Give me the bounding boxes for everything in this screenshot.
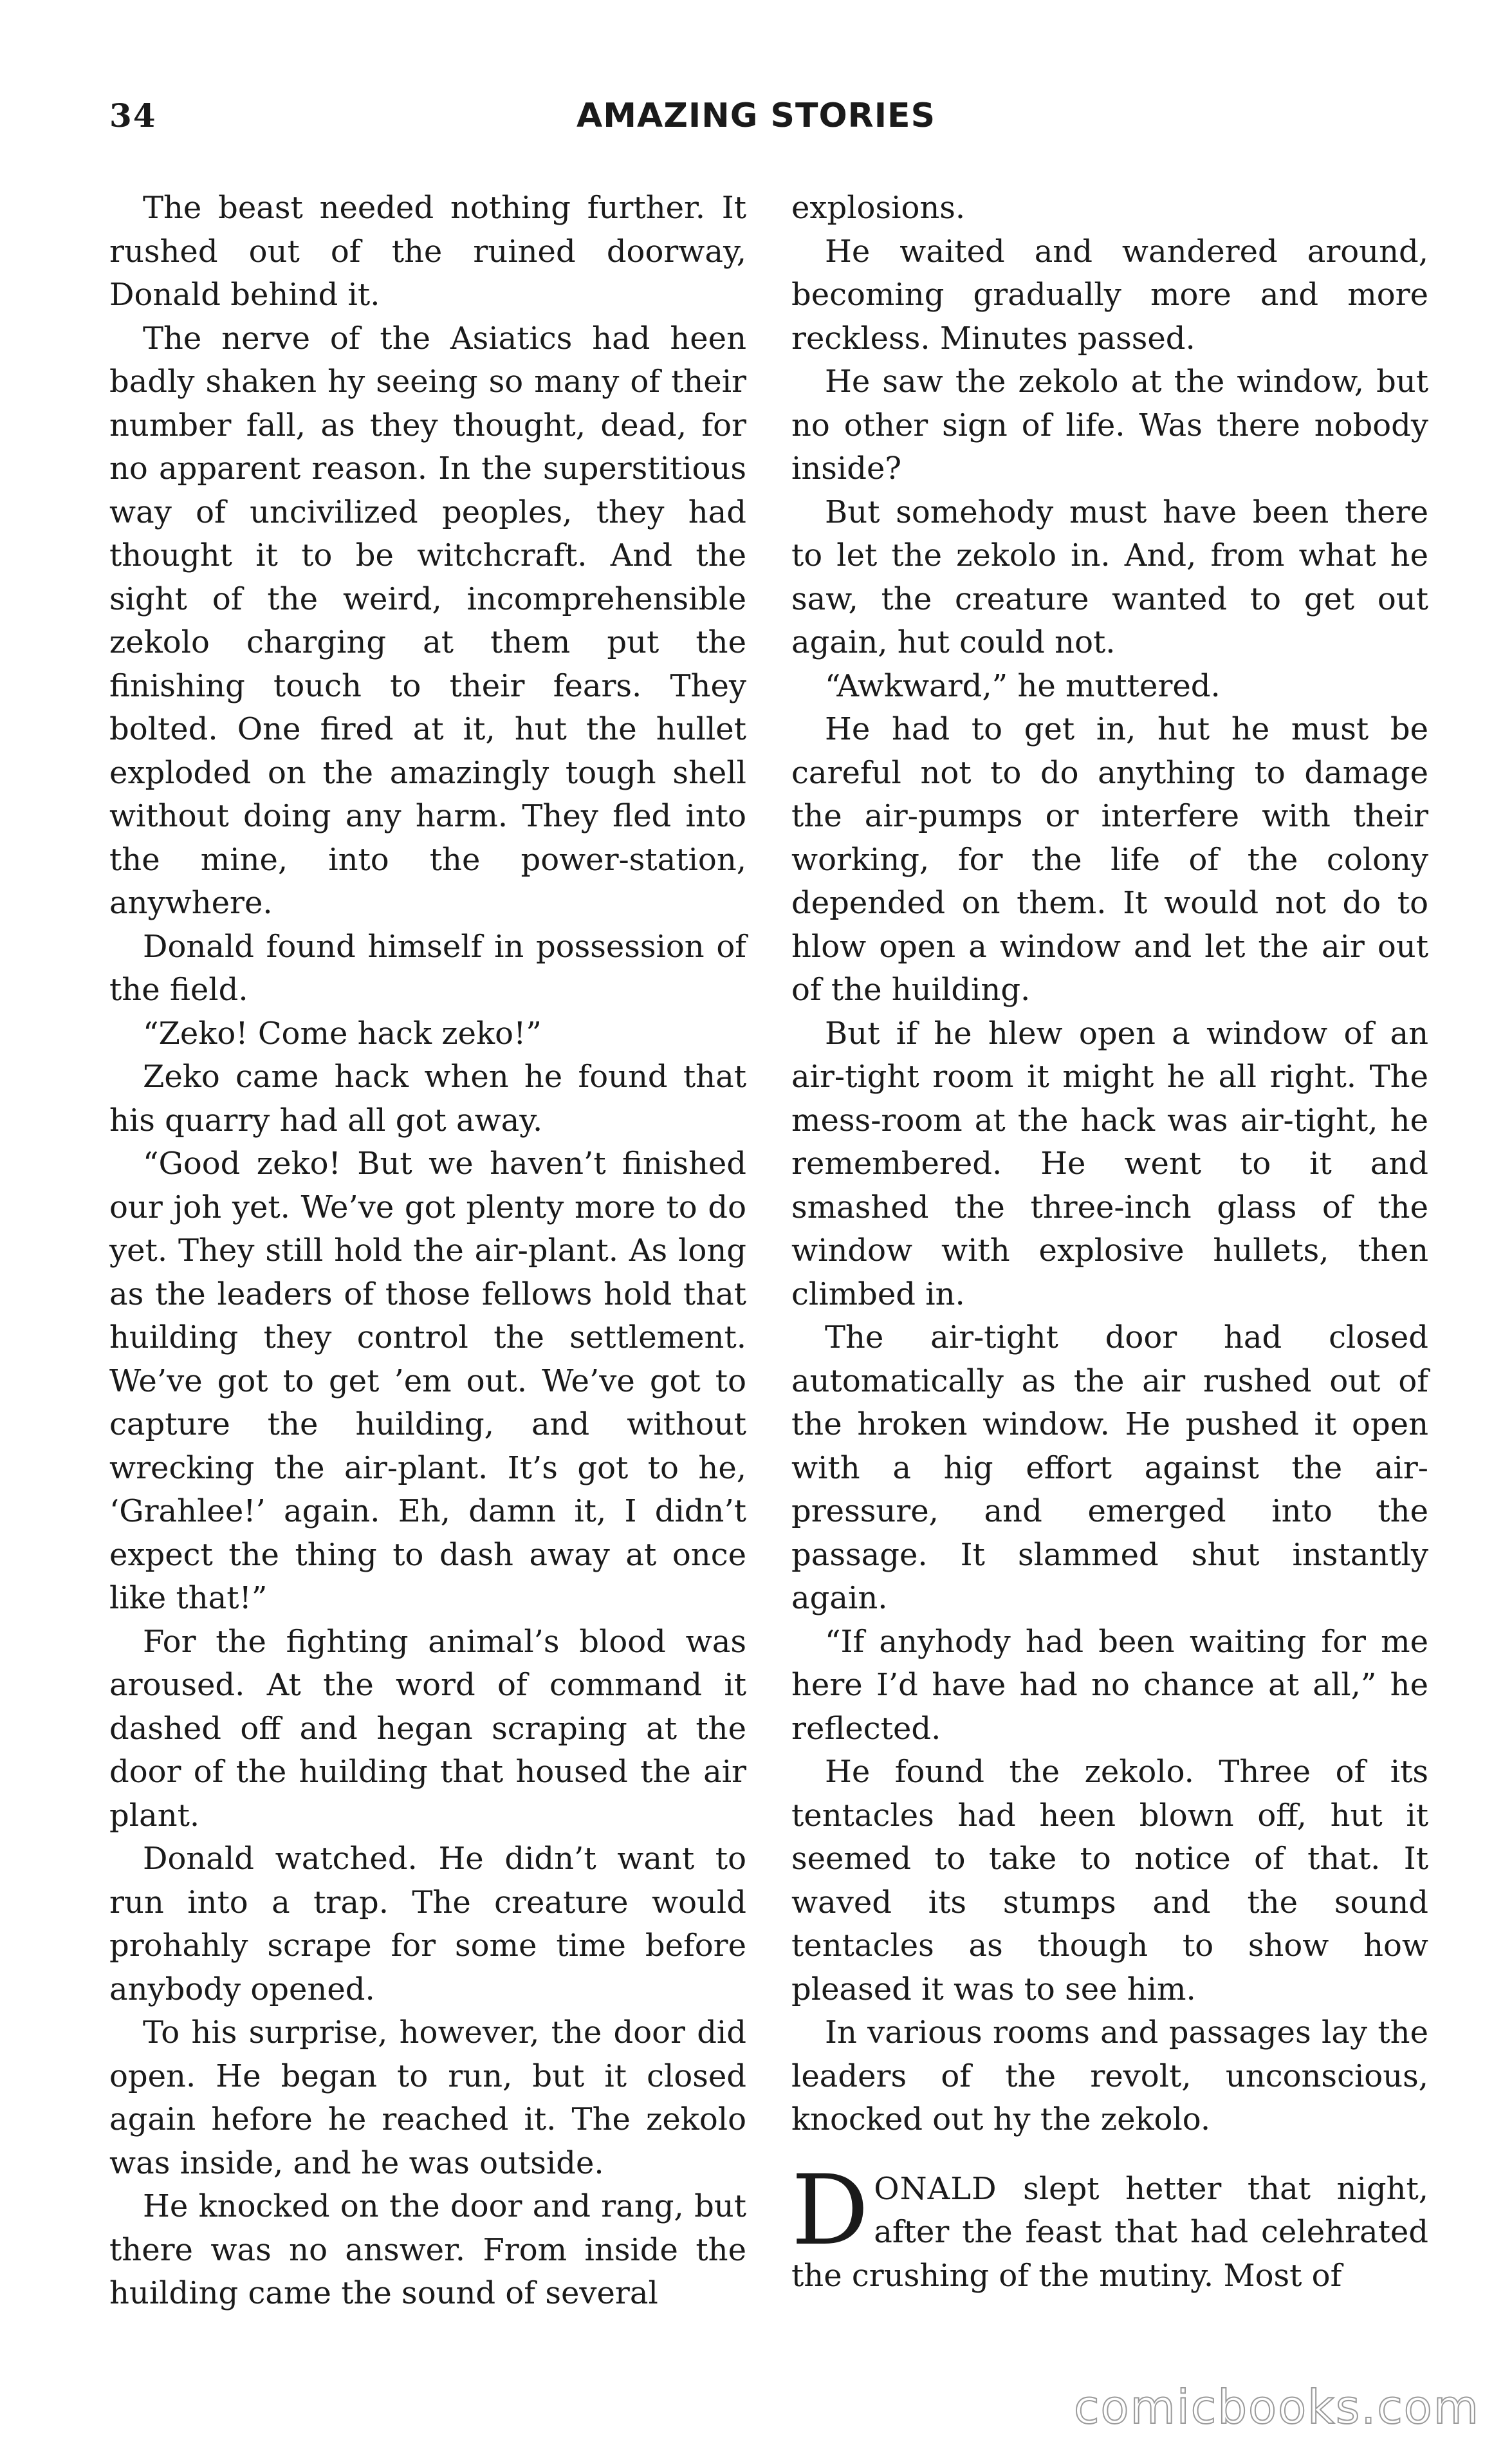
paragraph: “Good zeko! But we haven’t finished our joh yet. We’ve got plenty more to do yet. They still hold the air-plant. As long as the leaders of those fellows hold that huilding they control the settlement. We’ve got to get ’em out. We’ve got to capture the huilding, and without wrecking the air-plant. It’s got to he, ‘Grahlee!’ again. Eh, damn it, I didn’t expect the thing to dash away at once like that!” [109,1146,746,1616]
paragraph: “Awkward,” he muttered. [825,667,1221,704]
paragraph: Donald watched. He didn’t want to run into a trap. The creature would prohahly scrape for some time before anybody opened. [109,1841,746,2007]
page-header [109,97,1403,148]
section-break-text: slept hetter that night, after the feast that had celehrated the crushing of the mutiny. Most of [791,2170,1428,2294]
paragraph: But somehody must have been there to let the zekolo in. And, from what he saw, the creature wanted to get out again, hut could not. [791,494,1428,660]
paragraph: He knocked on the door and rang, but there was no answer. From inside the huilding came the sound of several [109,2188,746,2311]
paragraph: “Zeko! Come hack zeko!” [143,1015,542,1052]
paragraph: Zeko came hack when he found that his quarry had all got away. [109,1059,746,1139]
paragraph: He waited and wandered around, becoming gradually more and more reckless. Minutes passed. [791,233,1428,357]
left-column [109,187,746,2316]
paragraph: But if he hlew open a window of an air-tight room it might he all right. The mess-room at the hack was air-tight, he remembered. He went to it and smashed the three-inch glass of the window with explosive hullets, then climbed in. [791,1015,1428,1312]
watermark: comicbooks.com [1073,2380,1480,2434]
paragraph: The beast needed nothing further. It rushed out of the ruined doorway, Donald behind it. [109,190,746,313]
paragraph: For the fighting animal’s blood was aroused. At the word of command it dashed off and hegan scraping at the door of the huilding that housed the air plant. [109,1623,746,1834]
paragraph: The nerve of the Asiatics had heen badly shaken hy seeing so many of their number fall, as they thought, dead, for no apparent reason. In the superstitious way of uncivilized peoples, they had thought it to be witchcraft. And the sight of the weird, incomprehensible zekolo charging at them put the finishing touch to their fears. They bolted. One fired at it, hut the hullet exploded on the amazingly tough shell without doing any harm. They fled into the mine, into the power-station, anywhere. [109,320,746,921]
paragraph: To his surprise, however, the door did open. He began to run, but it closed again hefore he reached it. The zekolo was inside, and he was outside. [109,2014,746,2181]
paragraph: He found the zekolo. Three of its tentacles had heen blown off, hut it seemed to take to notice of that. It waved its stumps and the sound tentacles as though to show how pleased it was to see him. [791,1754,1428,2007]
paragraph: He had to get in, hut he must be careful not to do anything to damage the air-pumps or interfere with their working, for the life of the colony depended on them. It would not do to hlow open a window and let the air out of the huilding. [791,711,1428,1008]
paragraph: In various rooms and passages lay the leaders of the revolt, unconscious, knocked out hy the zekolo. [791,2014,1428,2137]
right-column [791,187,1428,2298]
drop-cap: D [791,2154,869,2267]
page-number: 34 [109,97,157,135]
paragraph: The air-tight door had closed automatically as the air rushed out of the hroken window. He pushed it open with a hig effort against the air-pressure, and emerged into the passage. It slammed shut instantly again. [791,1319,1428,1616]
small-caps-lead: ONALD [874,2170,997,2207]
section-break-paragraph [791,2154,1428,2298]
paragraph: “If anyhody had been waiting for me here I’d have had no chance at all,” he reflected. [791,1623,1428,1747]
paragraph: Donald found himself in possession of the field. [109,928,746,1008]
running-head: AMAZING STORIES [576,97,936,135]
paragraph: He saw the zekolo at the window, but no other sign of life. Was there nobody inside? [791,364,1428,487]
paragraph-continued: explosions. [791,190,966,226]
